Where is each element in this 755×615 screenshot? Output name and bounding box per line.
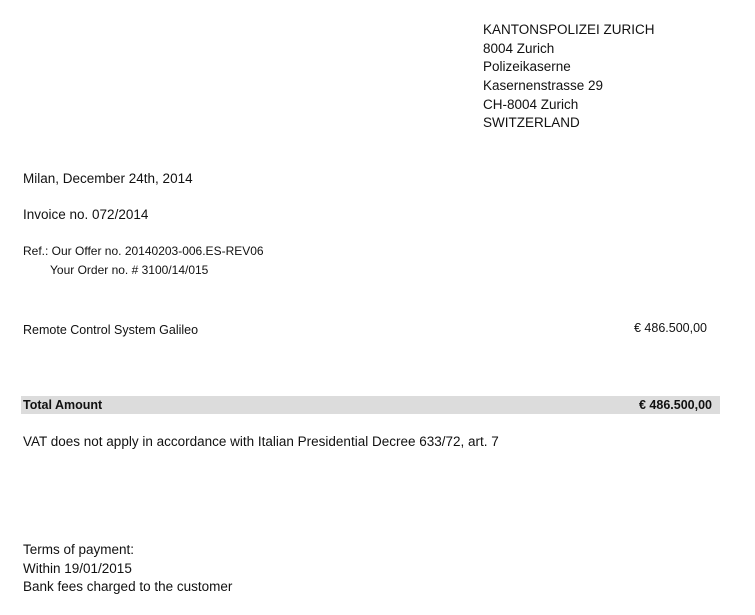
reference-offer: Ref.: Our Offer no. 20140203-006.ES-REV06	[23, 244, 264, 258]
recipient-line: Polizeikaserne	[483, 59, 571, 75]
recipient-address	[483, 21, 655, 133]
bank-fees-note: Bank fees charged to the customer	[23, 579, 233, 594]
total-label: Total Amount	[23, 398, 103, 412]
line-item-description: Remote Control System Galileo	[23, 323, 199, 337]
reference-order: Your Order no. # 3100/14/015	[50, 263, 209, 277]
payment-due: Within 19/01/2015	[23, 561, 132, 576]
recipient-line: 8004 Zurich	[483, 40, 555, 56]
total-amount: € 486.500,00	[639, 398, 712, 412]
recipient-line: KANTONSPOLIZEI ZURICH	[483, 22, 655, 37]
payment-terms-heading: Terms of payment:	[23, 542, 135, 557]
vat-note: VAT does not apply in accordance with Italian Presidential Decree 633/72, art. 7	[23, 434, 499, 449]
recipient-line: SWITZERLAND	[483, 115, 580, 131]
recipient-line: CH-8004 Zurich	[483, 96, 579, 112]
place-date: Milan, December 24th, 2014	[23, 171, 193, 186]
line-item-amount: € 486.500,00	[634, 321, 707, 335]
total-row	[21, 396, 720, 414]
recipient-line: Kasernenstrasse 29	[483, 78, 604, 94]
invoice-number: Invoice no. 072/2014	[23, 207, 149, 222]
